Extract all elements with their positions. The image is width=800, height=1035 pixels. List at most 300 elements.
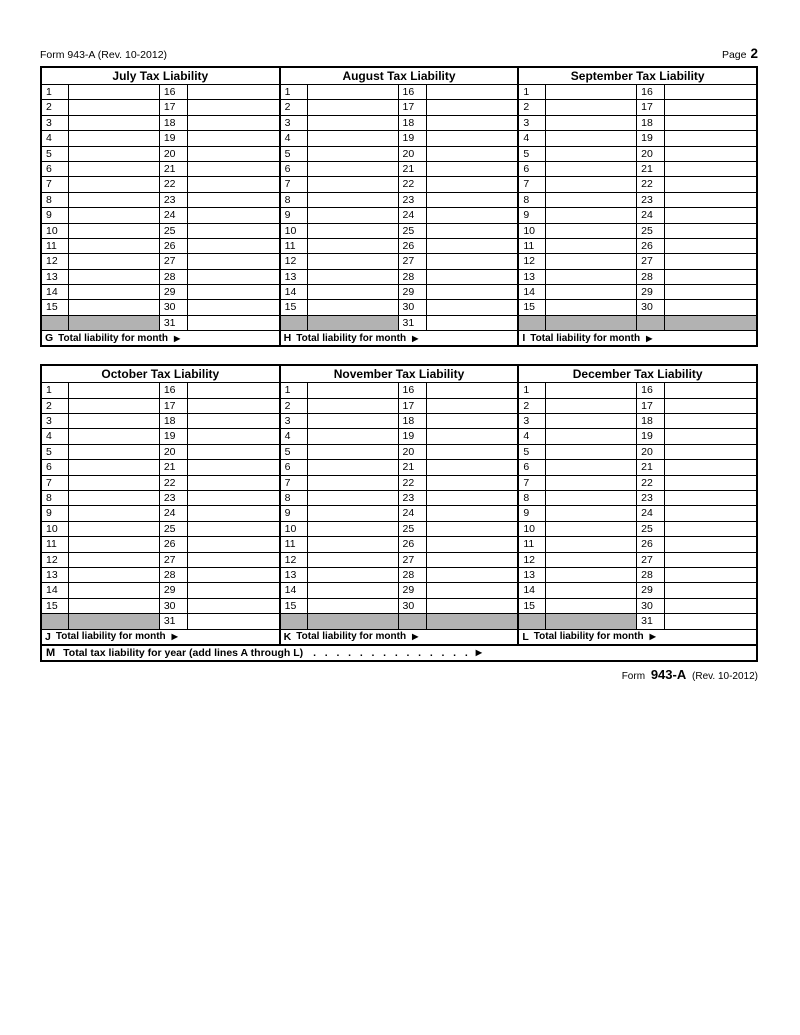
quarter-block-jul-sep <box>40 66 758 347</box>
day-label: 30 <box>399 599 427 614</box>
liability-entry[interactable] <box>308 270 399 285</box>
liability-entry[interactable] <box>308 100 399 115</box>
day-label: 6 <box>281 162 308 177</box>
day-label: 5 <box>281 445 308 460</box>
liability-entry[interactable] <box>188 162 279 177</box>
liability-entry[interactable] <box>546 177 637 192</box>
liability-entry[interactable] <box>308 429 399 444</box>
day-label: 6 <box>281 460 308 475</box>
liability-entry[interactable] <box>69 162 160 177</box>
liability-entry[interactable] <box>69 553 160 568</box>
day-label: 28 <box>160 270 188 285</box>
liability-entry[interactable] <box>546 553 637 568</box>
liability-entry[interactable] <box>427 383 518 398</box>
liability-entry[interactable] <box>427 414 518 429</box>
liability-entry[interactable] <box>665 445 756 460</box>
day-label: 23 <box>399 491 427 506</box>
day-label: 1 <box>42 383 69 398</box>
liability-entry[interactable] <box>665 537 756 552</box>
day-label: 23 <box>637 193 665 208</box>
liability-entry[interactable] <box>427 445 518 460</box>
day-label: 21 <box>637 460 665 475</box>
liability-entry[interactable] <box>546 85 637 100</box>
liability-entry[interactable] <box>427 239 518 254</box>
day-label: 3 <box>42 116 69 131</box>
liability-entry[interactable] <box>69 239 160 254</box>
liability-entry[interactable] <box>308 537 399 552</box>
liability-entry[interactable] <box>427 85 518 100</box>
day-label: 7 <box>281 476 308 491</box>
liability-entry[interactable] <box>546 599 637 614</box>
liability-entry[interactable] <box>69 116 160 131</box>
day-label: 11 <box>281 239 308 254</box>
liability-entry[interactable] <box>546 476 637 491</box>
liability-entry[interactable] <box>188 177 279 192</box>
liability-entry[interactable] <box>546 100 637 115</box>
liability-entry[interactable] <box>427 537 518 552</box>
liability-entry[interactable] <box>427 583 518 598</box>
day-label: 4 <box>281 429 308 444</box>
liability-entry[interactable] <box>188 491 279 506</box>
liability-entry[interactable] <box>427 300 518 315</box>
liability-entry[interactable] <box>69 522 160 537</box>
liability-entry[interactable] <box>427 116 518 131</box>
day-label: 13 <box>519 568 546 583</box>
day-label: 26 <box>399 537 427 552</box>
day-label <box>42 316 69 331</box>
liability-entry[interactable] <box>188 614 279 629</box>
month-title: October Tax Liability <box>42 366 279 383</box>
liability-entry[interactable] <box>308 208 399 223</box>
liability-entry[interactable] <box>665 285 756 300</box>
liability-entry[interactable] <box>546 568 637 583</box>
liability-entry[interactable] <box>188 399 279 414</box>
day-label: 17 <box>160 399 188 414</box>
day-label: 20 <box>399 147 427 162</box>
liability-entry[interactable] <box>69 476 160 491</box>
day-label: 9 <box>42 506 69 521</box>
day-label: 14 <box>42 285 69 300</box>
month-total-entry[interactable] <box>180 332 276 344</box>
liability-entry[interactable] <box>188 445 279 460</box>
day-label: 8 <box>519 193 546 208</box>
liability-entry <box>427 614 518 629</box>
day-label: 8 <box>281 491 308 506</box>
day-label: 17 <box>399 100 427 115</box>
day-label: 30 <box>160 599 188 614</box>
liability-entry[interactable] <box>427 270 518 285</box>
liability-entry[interactable] <box>69 460 160 475</box>
liability-entry[interactable] <box>546 522 637 537</box>
liability-entry[interactable] <box>665 193 756 208</box>
liability-entry[interactable] <box>188 300 279 315</box>
liability-entry[interactable] <box>69 506 160 521</box>
liability-entry[interactable] <box>546 254 637 269</box>
liability-entry[interactable] <box>427 224 518 239</box>
liability-entry[interactable] <box>427 460 518 475</box>
day-label: 8 <box>42 491 69 506</box>
liability-entry[interactable] <box>308 383 399 398</box>
liability-entry[interactable] <box>308 506 399 521</box>
day-label: 26 <box>637 537 665 552</box>
liability-entry[interactable] <box>308 460 399 475</box>
dot-leader: . . . . . . . . . . . . . . <box>313 646 468 659</box>
month-table-july <box>42 68 279 345</box>
liability-entry[interactable] <box>665 491 756 506</box>
liability-entry[interactable] <box>546 506 637 521</box>
liability-entry[interactable] <box>665 614 756 629</box>
liability-entry[interactable] <box>546 583 637 598</box>
liability-entry[interactable] <box>546 131 637 146</box>
liability-entry[interactable] <box>665 254 756 269</box>
day-label: 14 <box>42 583 69 598</box>
day-label: 3 <box>519 414 546 429</box>
liability-entry[interactable] <box>546 116 637 131</box>
day-label: 16 <box>637 383 665 398</box>
liability-entry[interactable] <box>308 476 399 491</box>
liability-entry[interactable] <box>665 131 756 146</box>
day-label: 13 <box>281 270 308 285</box>
day-label: 22 <box>637 476 665 491</box>
liability-entry[interactable] <box>427 177 518 192</box>
liability-entry[interactable] <box>188 599 279 614</box>
liability-entry[interactable] <box>665 429 756 444</box>
liability-entry[interactable] <box>69 254 160 269</box>
day-label: 28 <box>637 568 665 583</box>
liability-entry[interactable] <box>427 162 518 177</box>
liability-entry[interactable] <box>427 476 518 491</box>
liability-entry[interactable] <box>665 162 756 177</box>
day-label: 31 <box>399 316 427 331</box>
liability-entry[interactable] <box>69 599 160 614</box>
liability-entry[interactable] <box>188 193 279 208</box>
liability-entry[interactable] <box>308 116 399 131</box>
day-label: 23 <box>160 193 188 208</box>
liability-entry[interactable] <box>665 100 756 115</box>
day-label: 8 <box>42 193 69 208</box>
liability-entry[interactable] <box>188 568 279 583</box>
day-label: 19 <box>160 131 188 146</box>
liability-entry[interactable] <box>69 85 160 100</box>
day-label: 12 <box>281 553 308 568</box>
liability-entry[interactable] <box>308 131 399 146</box>
liability-entry[interactable] <box>546 491 637 506</box>
liability-entry[interactable] <box>546 414 637 429</box>
month-total-label: Total liability for month <box>533 631 644 642</box>
liability-entry[interactable] <box>69 383 160 398</box>
month-total-entry[interactable] <box>418 631 514 643</box>
liability-entry[interactable] <box>308 522 399 537</box>
liability-entry[interactable] <box>188 224 279 239</box>
liability-entry[interactable] <box>427 316 518 331</box>
day-label: 3 <box>42 414 69 429</box>
liability-entry[interactable] <box>188 383 279 398</box>
day-label <box>519 316 546 331</box>
liability-entry[interactable] <box>188 147 279 162</box>
liability-entry[interactable] <box>308 239 399 254</box>
liability-entry[interactable] <box>188 131 279 146</box>
day-label: 23 <box>160 491 188 506</box>
liability-entry[interactable] <box>665 147 756 162</box>
liability-entry[interactable] <box>308 300 399 315</box>
liability-entry[interactable] <box>188 116 279 131</box>
liability-entry[interactable] <box>427 193 518 208</box>
day-label: 25 <box>637 522 665 537</box>
day-label: 30 <box>160 300 188 315</box>
liability-entry[interactable] <box>665 116 756 131</box>
liability-entry[interactable] <box>427 285 518 300</box>
liability-entry[interactable] <box>427 208 518 223</box>
liability-entry[interactable] <box>665 522 756 537</box>
liability-entry[interactable] <box>665 568 756 583</box>
month-total-label: Total liability for month <box>296 631 407 642</box>
year-total-row <box>42 644 756 660</box>
liability-entry[interactable] <box>69 429 160 444</box>
liability-entry[interactable] <box>546 239 637 254</box>
liability-entry[interactable] <box>188 506 279 521</box>
liability-entry[interactable] <box>188 553 279 568</box>
day-label: 24 <box>160 506 188 521</box>
liability-entry[interactable] <box>69 491 160 506</box>
liability-entry[interactable] <box>188 285 279 300</box>
day-label: 9 <box>42 208 69 223</box>
liability-entry[interactable] <box>69 568 160 583</box>
liability-entry[interactable] <box>546 224 637 239</box>
day-label: 26 <box>637 239 665 254</box>
liability-entry[interactable] <box>546 537 637 552</box>
liability-entry[interactable] <box>427 399 518 414</box>
day-label: 21 <box>637 162 665 177</box>
liability-entry[interactable] <box>665 553 756 568</box>
year-total-entry[interactable] <box>482 647 752 659</box>
liability-entry[interactable] <box>546 285 637 300</box>
day-label: 27 <box>399 553 427 568</box>
day-label: 28 <box>160 568 188 583</box>
day-label: 9 <box>281 506 308 521</box>
page-word: Page <box>721 49 747 61</box>
day-label: 11 <box>42 537 69 552</box>
day-label: 13 <box>281 568 308 583</box>
liability-entry[interactable] <box>665 476 756 491</box>
liability-entry[interactable] <box>308 568 399 583</box>
day-label: 31 <box>160 614 188 629</box>
liability-entry <box>665 316 756 331</box>
liability-entry[interactable] <box>546 460 637 475</box>
liability-entry[interactable] <box>308 254 399 269</box>
liability-entry <box>308 614 399 629</box>
day-label: 5 <box>42 147 69 162</box>
month-total-letter: H <box>283 332 292 345</box>
liability-entry[interactable] <box>308 553 399 568</box>
liability-entry[interactable] <box>427 100 518 115</box>
liability-entry[interactable] <box>69 300 160 315</box>
liability-entry[interactable] <box>308 599 399 614</box>
day-label: 6 <box>519 460 546 475</box>
liability-entry[interactable] <box>665 239 756 254</box>
liability-entry[interactable] <box>546 193 637 208</box>
liability-entry[interactable] <box>546 399 637 414</box>
day-label: 5 <box>519 147 546 162</box>
liability-entry[interactable] <box>69 445 160 460</box>
day-label: 5 <box>519 445 546 460</box>
day-label: 25 <box>399 224 427 239</box>
liability-entry[interactable] <box>308 399 399 414</box>
arrow-icon: ▶ <box>649 632 656 641</box>
liability-entry[interactable] <box>546 270 637 285</box>
liability-entry[interactable] <box>546 162 637 177</box>
liability-entry[interactable] <box>546 208 637 223</box>
month-total-row <box>42 331 279 345</box>
liability-entry[interactable] <box>427 553 518 568</box>
liability-entry[interactable] <box>188 208 279 223</box>
liability-entry[interactable] <box>188 100 279 115</box>
liability-entry[interactable] <box>427 254 518 269</box>
liability-entry[interactable] <box>546 300 637 315</box>
liability-entry[interactable] <box>188 254 279 269</box>
month-title: July Tax Liability <box>42 68 279 85</box>
day-label: 23 <box>637 491 665 506</box>
liability-entry[interactable] <box>427 506 518 521</box>
liability-entry[interactable] <box>188 414 279 429</box>
day-label: 18 <box>160 414 188 429</box>
liability-entry[interactable] <box>427 522 518 537</box>
month-total-letter: L <box>522 630 529 643</box>
liability-entry[interactable] <box>665 383 756 398</box>
liability-entry[interactable] <box>69 208 160 223</box>
day-label: 14 <box>519 583 546 598</box>
form-page <box>40 46 758 682</box>
liability-entry[interactable] <box>69 193 160 208</box>
day-label: 7 <box>42 177 69 192</box>
day-label: 19 <box>637 131 665 146</box>
day-label: 3 <box>519 116 546 131</box>
liability-entry[interactable] <box>427 147 518 162</box>
month-table-november <box>279 366 518 643</box>
day-label: 28 <box>399 568 427 583</box>
year-total-letter: M <box>46 646 56 659</box>
day-label: 21 <box>399 460 427 475</box>
liability-entry[interactable] <box>188 316 279 331</box>
liability-entry[interactable] <box>665 399 756 414</box>
day-grid <box>42 383 279 629</box>
liability-entry[interactable] <box>188 476 279 491</box>
liability-entry[interactable] <box>308 147 399 162</box>
liability-entry[interactable] <box>188 239 279 254</box>
liability-entry[interactable] <box>427 568 518 583</box>
liability-entry[interactable] <box>665 85 756 100</box>
liability-entry[interactable] <box>69 131 160 146</box>
liability-entry[interactable] <box>308 177 399 192</box>
liability-entry[interactable] <box>69 399 160 414</box>
day-label: 16 <box>160 383 188 398</box>
day-label: 7 <box>519 476 546 491</box>
day-label: 9 <box>519 506 546 521</box>
day-label: 13 <box>42 568 69 583</box>
liability-entry[interactable] <box>188 460 279 475</box>
day-label: 10 <box>281 522 308 537</box>
liability-entry[interactable] <box>308 445 399 460</box>
liability-entry[interactable] <box>69 224 160 239</box>
liability-entry[interactable] <box>665 300 756 315</box>
liability-entry[interactable] <box>665 583 756 598</box>
day-label: 2 <box>281 399 308 414</box>
liability-entry <box>69 316 160 331</box>
liability-entry[interactable] <box>427 429 518 444</box>
liability-entry[interactable] <box>69 414 160 429</box>
month-title: September Tax Liability <box>519 68 756 85</box>
month-total-entry[interactable] <box>178 631 276 643</box>
liability-entry[interactable] <box>546 383 637 398</box>
liability-entry[interactable] <box>546 147 637 162</box>
liability-entry[interactable] <box>188 522 279 537</box>
liability-entry[interactable] <box>665 506 756 521</box>
liability-entry[interactable] <box>665 460 756 475</box>
liability-entry[interactable] <box>308 285 399 300</box>
liability-entry[interactable] <box>308 583 399 598</box>
liability-entry[interactable] <box>665 270 756 285</box>
liability-entry[interactable] <box>308 414 399 429</box>
day-label: 7 <box>281 177 308 192</box>
day-label <box>519 614 546 629</box>
liability-entry[interactable] <box>665 208 756 223</box>
liability-entry[interactable] <box>69 537 160 552</box>
page-header <box>40 46 758 61</box>
month-total-entry[interactable] <box>418 332 514 344</box>
liability-entry[interactable] <box>69 583 160 598</box>
liability-entry[interactable] <box>665 599 756 614</box>
liability-entry[interactable] <box>308 162 399 177</box>
day-label <box>281 316 308 331</box>
month-total-letter: G <box>45 332 54 345</box>
liability-entry[interactable] <box>69 147 160 162</box>
liability-entry[interactable] <box>69 285 160 300</box>
liability-entry[interactable] <box>308 224 399 239</box>
liability-entry[interactable] <box>188 429 279 444</box>
month-total-label: Total liability for month <box>296 332 407 344</box>
liability-entry[interactable] <box>308 193 399 208</box>
liability-entry[interactable] <box>69 270 160 285</box>
liability-entry[interactable] <box>427 491 518 506</box>
liability-entry[interactable] <box>188 583 279 598</box>
month-total-letter: I <box>522 332 526 345</box>
month-total-entry[interactable] <box>652 332 753 344</box>
liability-entry[interactable] <box>188 537 279 552</box>
day-label: 1 <box>281 383 308 398</box>
liability-entry[interactable] <box>665 224 756 239</box>
liability-entry[interactable] <box>69 100 160 115</box>
liability-entry[interactable] <box>427 599 518 614</box>
liability-entry[interactable] <box>546 445 637 460</box>
page-footer <box>40 667 758 682</box>
day-label: 29 <box>160 583 188 598</box>
day-label: 27 <box>637 254 665 269</box>
liability-entry[interactable] <box>308 491 399 506</box>
liability-entry[interactable] <box>188 270 279 285</box>
month-total-label: Total liability for month <box>55 631 166 642</box>
month-total-entry[interactable] <box>656 631 753 643</box>
liability-entry[interactable] <box>665 414 756 429</box>
day-label: 26 <box>399 239 427 254</box>
day-label: 10 <box>42 224 69 239</box>
month-total-row <box>281 630 518 644</box>
liability-entry[interactable] <box>427 131 518 146</box>
liability-entry[interactable] <box>665 177 756 192</box>
liability-entry[interactable] <box>69 177 160 192</box>
day-label: 16 <box>160 85 188 100</box>
liability-entry[interactable] <box>308 85 399 100</box>
liability-entry[interactable] <box>546 429 637 444</box>
liability-entry[interactable] <box>188 85 279 100</box>
